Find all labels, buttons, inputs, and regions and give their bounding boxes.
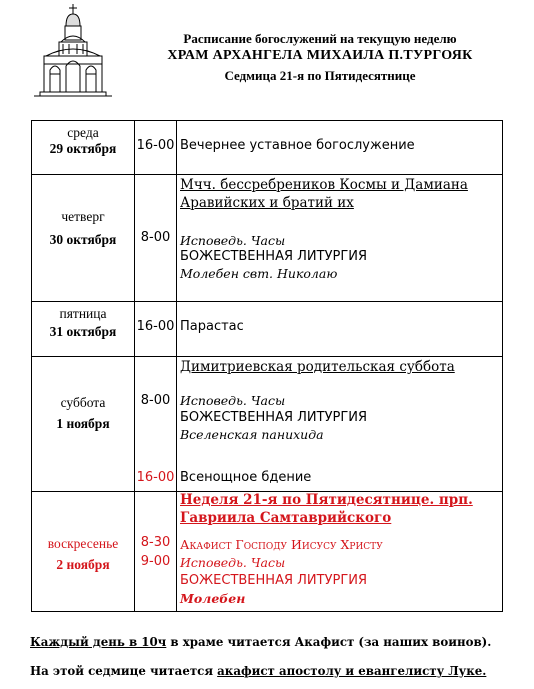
time: 16-00 xyxy=(136,470,175,485)
service-cell xyxy=(177,121,503,175)
date: 1 ноября xyxy=(56,416,110,431)
footer-note-2-emph: акафист апостолу и евангелисту Луке. xyxy=(217,664,487,678)
day-cell xyxy=(32,121,135,175)
feast-title: Мчч. бессребреников Космы и Дамиана xyxy=(180,177,468,193)
date: 2 ноября xyxy=(56,557,110,572)
date: 29 октября xyxy=(49,141,117,156)
weekday: суббота xyxy=(60,395,106,410)
service: Парастас xyxy=(180,319,244,334)
table-row xyxy=(32,175,503,302)
day-cell xyxy=(32,492,135,612)
service-cell xyxy=(177,302,503,357)
feast-title: Димитриевская родительская суббота xyxy=(180,359,455,375)
service-cell xyxy=(177,175,503,302)
service: Исповедь. Часы xyxy=(180,233,286,248)
schedule-table xyxy=(31,120,503,612)
service: Молебен xyxy=(180,591,246,606)
service: Вечернее уставное богослужение xyxy=(180,138,415,153)
time: 8-30 xyxy=(140,535,171,550)
table-row xyxy=(32,492,503,612)
service: Молебен свт. Николаю xyxy=(180,266,338,281)
table-row xyxy=(32,357,503,492)
service: Исповедь. Часы xyxy=(180,393,286,408)
time: 16-00 xyxy=(136,138,175,153)
date: 30 октября xyxy=(49,232,117,247)
service-cell xyxy=(177,492,503,612)
service-cell xyxy=(177,357,503,492)
service: Всенощное бдение xyxy=(180,470,312,485)
time-cell xyxy=(135,121,177,175)
feast-title: Гавриила Самтаврийского xyxy=(180,510,392,526)
table-row xyxy=(32,121,503,175)
service: Исповедь. Часы xyxy=(180,555,286,570)
weekday: воскресенье xyxy=(47,536,119,551)
time: 16-00 xyxy=(136,319,175,334)
day-cell xyxy=(32,357,135,492)
time-cell xyxy=(135,175,177,302)
day-cell xyxy=(32,302,135,357)
time-cell xyxy=(135,492,177,612)
feast-title: Неделя 21-я по Пятидесятнице. прп. xyxy=(180,492,473,508)
week-title: Седмица 21-я по Пятидесятнице xyxy=(224,68,416,83)
footer-note-2-start: На этой седмице читается xyxy=(30,664,218,678)
table-row xyxy=(32,302,503,357)
service: Акафист Господу Иисусу Христу xyxy=(180,537,383,552)
feast-title: Аравийских и братий их xyxy=(180,195,354,211)
footer-note-1 xyxy=(30,635,491,649)
header-line-1: Расписание богослужений на текущую неделю xyxy=(183,31,457,46)
footer-note-1-emph: Каждый день в 10ч xyxy=(30,635,167,649)
time-cell xyxy=(135,357,177,492)
footer-note-1-rest: в храме читается Акафист (за наших воинов). xyxy=(166,635,492,649)
church-logo xyxy=(30,2,116,98)
church-title: ХРАМ АРХАНГЕЛА МИХАИЛА П.ТУРГОЯК xyxy=(167,48,473,63)
weekday: среда xyxy=(67,125,99,140)
time-cell xyxy=(135,302,177,357)
footer-note-2 xyxy=(30,664,486,678)
date: 31 октября xyxy=(49,324,117,339)
day-cell xyxy=(32,175,135,302)
service: БОЖЕСТВЕННАЯ ЛИТУРГИЯ xyxy=(180,410,368,425)
time: 8-00 xyxy=(140,393,171,408)
time: 8-00 xyxy=(140,230,171,245)
time: 9-00 xyxy=(140,554,171,569)
weekday: пятница xyxy=(59,306,107,321)
church-icon xyxy=(30,2,116,98)
weekday: четверг xyxy=(61,209,105,224)
service: Вселенская панихида xyxy=(180,427,324,442)
service: БОЖЕСТВЕННАЯ ЛИТУРГИЯ xyxy=(180,249,368,264)
service: БОЖЕСТВЕННАЯ ЛИТУРГИЯ xyxy=(180,573,368,588)
